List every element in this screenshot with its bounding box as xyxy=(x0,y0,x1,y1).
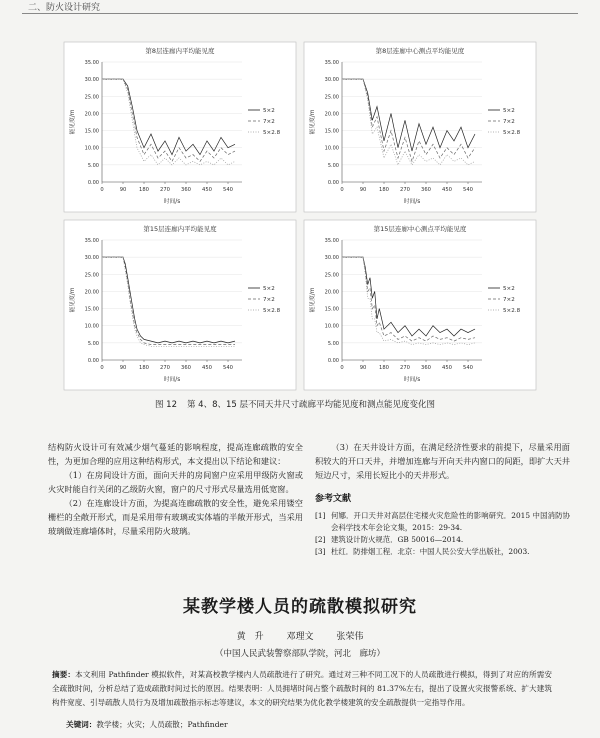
y-tick-label: 30.00 xyxy=(324,255,339,262)
legend-label: 5×2.8 xyxy=(503,308,521,314)
chart-15f-corridor-avg xyxy=(60,218,300,393)
legend-label: 7×2 xyxy=(263,119,275,125)
y-tick-label: 30.00 xyxy=(84,255,99,262)
y-axis-label: 能见度/m xyxy=(310,287,316,313)
chart-title: 第8层连廊内平均能见度 xyxy=(145,47,215,55)
y-tick-label: 20.00 xyxy=(324,289,339,296)
left-paragraph-3: （2）在连廊设计方面，为提高连廊疏散的安全性，避免采用镂空栅栏的全敞开形式，而是采用带有玻璃或实体墙的半敞开形式，当采用玻璃做连廊墙体时，尽量采用防火玻璃。 xyxy=(48,498,303,536)
abstract xyxy=(52,668,552,710)
x-tick-label: 540 xyxy=(463,365,473,371)
x-tick-label: 270 xyxy=(400,187,410,193)
chart-8f-corridor-avg xyxy=(60,40,300,215)
x-tick-label: 360 xyxy=(421,365,431,371)
x-tick-label: 270 xyxy=(160,365,170,371)
right-paragraph-1: （3）在天井设计方面，在满足经济性要求的前提下，尽量采用面积较大的开口天井，并增加连廊与开向天井内窗口的间距，即扩大天井短边尺寸，采用长短比小的天井形式。 xyxy=(315,442,570,480)
x-tick-label: 360 xyxy=(421,187,431,193)
legend-label: 7×2 xyxy=(263,297,275,303)
author-affiliation: （中国人民武装警察部队学院，河北 廊坊） xyxy=(214,649,385,659)
y-tick-label: 25.00 xyxy=(84,272,99,279)
legend-label: 5×2 xyxy=(263,108,275,114)
x-tick-label: 540 xyxy=(223,365,233,371)
y-tick-label: 10.00 xyxy=(84,323,99,330)
author-name: 邓理文 xyxy=(286,632,314,642)
x-tick-label: 0 xyxy=(340,187,344,193)
y-axis-label: 能见度/m xyxy=(310,109,316,135)
figure-caption-number: 图 12 xyxy=(154,400,177,410)
x-axis-label: 时间/s xyxy=(163,199,181,205)
x-tick-label: 180 xyxy=(379,187,389,193)
y-tick-label: 20.00 xyxy=(84,289,99,296)
y-tick-label: 25.00 xyxy=(84,94,99,101)
right-column xyxy=(315,440,570,558)
author-list xyxy=(0,629,600,642)
x-tick-label: 0 xyxy=(100,187,104,193)
x-tick-label: 0 xyxy=(100,365,104,371)
legend-label: 5×2.8 xyxy=(503,130,521,136)
reference-item xyxy=(315,546,570,558)
reference-item xyxy=(315,510,570,534)
y-tick-label: 0.00 xyxy=(327,358,339,364)
chart-15f-center-point xyxy=(300,218,540,393)
x-tick-label: 450 xyxy=(202,365,212,371)
x-tick-label: 360 xyxy=(181,187,191,193)
y-tick-label: 15.00 xyxy=(324,306,339,313)
y-tick-label: 5.00 xyxy=(327,340,339,347)
y-tick-label: 35.00 xyxy=(84,60,99,66)
y-tick-label: 5.00 xyxy=(87,162,99,169)
x-tick-label: 270 xyxy=(400,365,410,371)
x-tick-label: 90 xyxy=(119,365,127,371)
x-tick-label: 270 xyxy=(160,187,170,193)
keywords xyxy=(66,719,228,730)
y-tick-label: 25.00 xyxy=(324,272,339,279)
left-paragraph-2: （1）在房间设计方面，面向天井的房间窗户应采用甲级防火窗或火灾时能自行关闭的乙级防火窗，窗户的尺寸形式尽量选用低宽窗。 xyxy=(48,470,303,494)
y-axis-label: 能见度/m xyxy=(70,287,76,313)
x-axis-label: 时间/s xyxy=(163,377,181,383)
x-tick-label: 180 xyxy=(379,365,389,371)
figure-12 xyxy=(60,40,540,400)
x-tick-label: 90 xyxy=(359,187,367,193)
x-tick-label: 360 xyxy=(181,365,191,371)
y-tick-label: 30.00 xyxy=(324,77,339,84)
reference-number: [1] xyxy=(315,511,326,520)
y-tick-label: 35.00 xyxy=(84,238,99,244)
chart-title: 第15层连廊中心测点平均能见度 xyxy=(373,225,467,233)
legend-label: 5×2.8 xyxy=(263,130,281,136)
article-title: 某教学楼人员的疏散模拟研究 xyxy=(183,597,417,617)
legend-label: 5×2 xyxy=(503,108,515,114)
reference-text: 杜红．防排烟工程．北京：中国人民公安大学出版社，2003. xyxy=(331,547,530,556)
y-tick-label: 15.00 xyxy=(84,128,99,135)
x-axis-label: 时间/s xyxy=(403,199,421,205)
reference-text: 建筑设计防火规范．GB 50016—2014. xyxy=(331,535,464,544)
keywords-text: 教学楼；火灾；人员疏散；Pathfinder xyxy=(96,720,228,729)
chart-frame xyxy=(64,42,296,212)
y-tick-label: 35.00 xyxy=(324,238,339,244)
x-tick-label: 450 xyxy=(202,187,212,193)
figure-caption-text: 第 4、8、15 层不同天井尺寸疏廊平均能见度和测点能见度变化图 xyxy=(186,400,436,410)
author-name: 张荣伟 xyxy=(336,632,364,642)
abstract-text: 本文利用 Pathfinder 模拟软件，对某高校教学楼内人员疏散进行了研究。通过对三种不同工况下的人员疏散进行模拟，得到了对应的所需安全疏散时间，分析总结了造成疏散时间过长的原因。结果表明：人员拥堵时间占整个疏散时间的 81.37%左右，提出了设置火灾报警系统、扩大建筑构件宽度、引导疏散人员行为及增加疏散指示标志等建议，本文的研究结果为优化教学楼建筑的安全疏散提供一定指导作用。 xyxy=(52,670,553,707)
y-tick-label: 15.00 xyxy=(84,306,99,313)
legend-label: 7×2 xyxy=(503,119,515,125)
left-column xyxy=(48,440,303,538)
legend-label: 5×2 xyxy=(503,286,515,292)
chart-title: 第8层连廊中心测点平均能见度 xyxy=(375,47,465,55)
y-tick-label: 25.00 xyxy=(324,94,339,101)
x-tick-label: 180 xyxy=(139,365,149,371)
x-tick-label: 90 xyxy=(359,365,367,371)
y-tick-label: 10.00 xyxy=(324,323,339,330)
reference-number: [3] xyxy=(315,547,326,556)
x-tick-label: 540 xyxy=(463,187,473,193)
chart-8f-center-point xyxy=(300,40,540,215)
left-paragraph-1: 结构防火设计可有效减少烟气蔓延的影响程度，提高连廊疏散的安全性，为更加合理的应用这种结构形式，本文提出以下结论和建议： xyxy=(48,442,303,466)
y-tick-label: 5.00 xyxy=(87,340,99,347)
x-axis-label: 时间/s xyxy=(403,377,421,383)
y-tick-label: 20.00 xyxy=(84,111,99,118)
chart-frame xyxy=(64,220,296,390)
author-name: 黄 升 xyxy=(236,632,264,642)
abstract-label: 摘要： xyxy=(52,670,76,679)
y-tick-label: 5.00 xyxy=(327,162,339,169)
reference-number: [2] xyxy=(315,535,326,544)
chart-title: 第15层连廊内平均能见度 xyxy=(143,225,217,233)
x-tick-label: 450 xyxy=(442,187,452,193)
y-tick-label: 0.00 xyxy=(87,180,99,186)
running-head: 二、防火设计研究 xyxy=(28,3,101,13)
keywords-label: 关键词： xyxy=(66,720,97,729)
x-tick-label: 540 xyxy=(223,187,233,193)
x-tick-label: 180 xyxy=(139,187,149,193)
reference-text: 何娜．开口天井对高层住宅楼火灾危险性的影响研究．2015 中国消防协会科学技术年会论文集，2015：29-34. xyxy=(331,511,570,532)
legend-label: 7×2 xyxy=(503,297,515,303)
y-tick-label: 20.00 xyxy=(324,111,339,118)
legend-label: 5×2 xyxy=(263,286,275,292)
x-tick-label: 0 xyxy=(340,365,344,371)
header-rule xyxy=(22,13,578,14)
legend-label: 5×2.8 xyxy=(263,308,281,314)
y-tick-label: 0.00 xyxy=(87,358,99,364)
references-title: 参考文献 xyxy=(315,494,352,504)
figure-caption xyxy=(0,398,600,410)
x-tick-label: 450 xyxy=(442,365,452,371)
reference-item xyxy=(315,534,570,546)
y-tick-label: 10.00 xyxy=(84,145,99,152)
y-tick-label: 35.00 xyxy=(324,60,339,66)
y-tick-label: 30.00 xyxy=(84,77,99,84)
y-tick-label: 10.00 xyxy=(324,145,339,152)
y-tick-label: 15.00 xyxy=(324,128,339,135)
x-tick-label: 90 xyxy=(119,187,127,193)
y-tick-label: 0.00 xyxy=(327,180,339,186)
chart-frame xyxy=(304,220,536,390)
y-axis-label: 能见度/m xyxy=(70,109,76,135)
